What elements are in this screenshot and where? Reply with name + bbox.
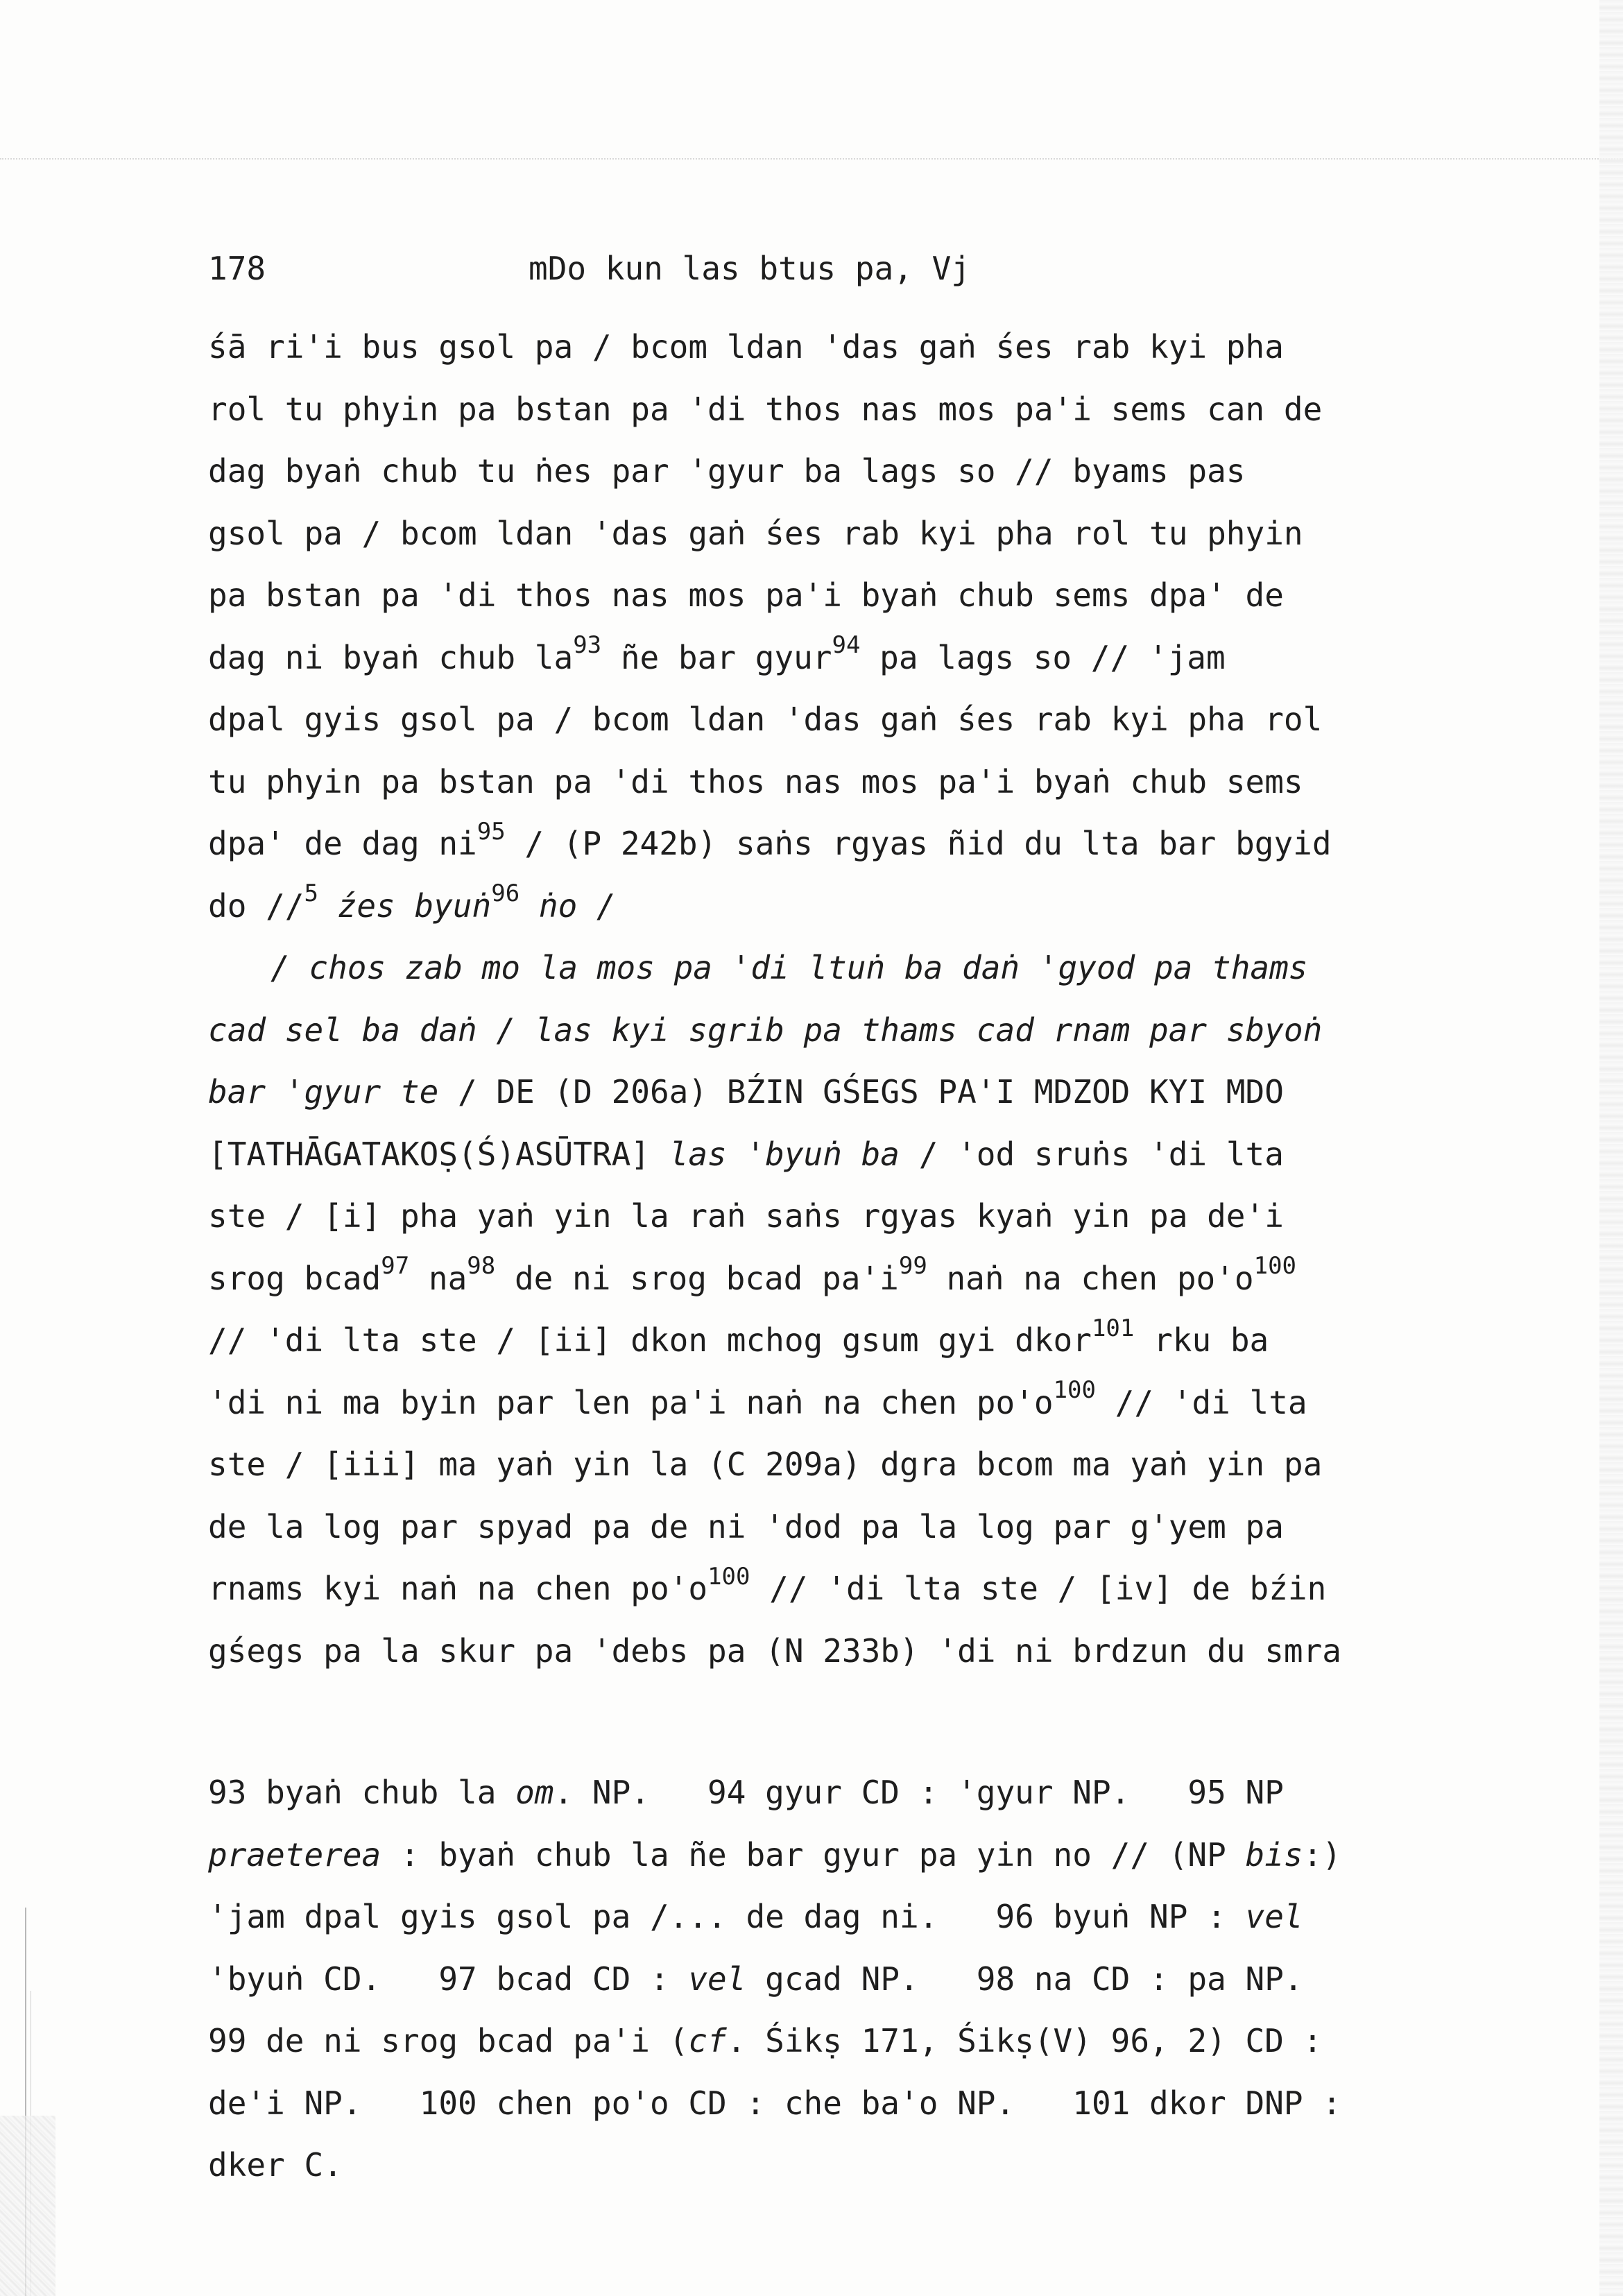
footnote-ref: 5 [304, 880, 318, 908]
text-line [208, 440, 1470, 503]
text-run: / DE (D 206a) BŹIN GŚEGS PA'I MDZOD KYI MDO [438, 1073, 1284, 1111]
scan-edge-right [1599, 0, 1623, 2296]
text-line [208, 627, 1470, 689]
footnote-ref: 93 [573, 631, 602, 660]
text-run: 99 de ni srog bcad pa'i ( [208, 2022, 689, 2059]
footnote-line [208, 2134, 1470, 2197]
text-line [208, 875, 1470, 938]
footnote-line [208, 1886, 1470, 1948]
text-run: . Śikṣ 171, Śikṣ(V) 96, 2) CD : [726, 2022, 1323, 2059]
text-run: gsol pa / bcom ldan 'das gaṅ śes rab kyi pha rol tu phyin [208, 514, 1303, 552]
text-run: ñe bar gyur [601, 638, 832, 676]
text-run [519, 887, 539, 925]
text-line [208, 1372, 1470, 1434]
text-line [208, 503, 1470, 565]
text-run: :) [1303, 1835, 1341, 1874]
italic-text: ṅo / [538, 886, 616, 925]
text-run: naṅ na chen po'o [927, 1259, 1254, 1297]
text-line [208, 1061, 1470, 1124]
text-run: na [409, 1259, 467, 1297]
text-line [208, 379, 1470, 441]
footnote-ref: 95 [476, 817, 506, 846]
italic-text: vel [688, 1960, 746, 1998]
text-line [208, 1000, 1470, 1062]
text-run: dpal gyis gsol pa / bcom ldan 'das gaṅ śes rab kyi pha rol [208, 701, 1323, 738]
text-line [208, 937, 1470, 1000]
italic-text: vel [1245, 1898, 1303, 1935]
text-line [208, 689, 1470, 751]
footnote-line [208, 2010, 1470, 2073]
footnote-ref: 94 [832, 631, 861, 660]
text-line [208, 1434, 1470, 1496]
text-run: rol tu phyin pa bstan pa 'di thos nas mos pa'i sems can de [208, 390, 1323, 428]
text-run: [TATHĀGATAKOṢ(Ś)ASŪTRA] [208, 1135, 669, 1173]
text-run: ste / [iii] ma yaṅ yin la (C 209a) dgra bcom ma yaṅ yin pa [208, 1446, 1323, 1483]
text-run: : byaṅ chub la ñe bar gyur pa yin no // (NP [381, 1835, 1246, 1874]
text-run: de ni srog bcad pa'i [495, 1259, 899, 1297]
footnote-ref: 97 [381, 1252, 410, 1280]
footnote-ref: 96 [491, 880, 520, 908]
footnote-ref: 100 [707, 1562, 750, 1591]
text-run: do // [208, 886, 304, 925]
main-text-block [208, 316, 1470, 1682]
footnote-line [208, 1762, 1470, 1824]
footnote-ref: 101 [1091, 1314, 1135, 1342]
italic-text: om [515, 1774, 554, 1811]
binding-edge-left [0, 1908, 55, 2296]
text-line [208, 751, 1470, 814]
italic-text: bis [1245, 1835, 1303, 1874]
text-line [208, 565, 1470, 627]
text-run: pa bstan pa 'di thos nas mos pa'i byaṅ chub sems dpa' de [208, 576, 1284, 614]
text-line [208, 813, 1470, 875]
text-line [208, 1620, 1470, 1683]
text-run: de'i NP. 100 chen po'o CD : che ba'o NP. 101 dkor DNP : [208, 2084, 1341, 2122]
footnote-ref: 98 [467, 1252, 496, 1280]
italic-text: las 'byuṅ ba [669, 1135, 900, 1173]
running-head: mDo kun las btus pa, Vj [529, 250, 970, 287]
text-run: pa lags so // 'jam [860, 638, 1226, 676]
text-run: 93 byaṅ chub la [208, 1774, 516, 1811]
scan-artifact-line [0, 158, 1623, 160]
text-run: dpa' de dag ni [208, 825, 477, 862]
page-header [208, 244, 1457, 293]
italic-text: / chos zab mo la mos pa 'di ltuṅ ba daṅ 'gyod pa thams [270, 949, 1308, 986]
text-run: // 'di lta ste / [ii] dkon mchog gsum gyi dkor [208, 1321, 1092, 1359]
text-run: śā ri'i bus gsol pa / bcom ldan 'das gaṅ śes rab kyi pha [208, 328, 1284, 366]
footnotes-block [208, 1762, 1470, 2197]
text-run: dag byaṅ chub tu ṅes par 'gyur ba lags so // byams pas [208, 452, 1246, 490]
text-run: dker C. [208, 2146, 343, 2184]
text-line [208, 316, 1470, 379]
italic-text: cad sel ba daṅ / las kyi sgrib pa thams cad rnam par sbyoṅ [208, 1011, 1323, 1049]
text-run [318, 887, 338, 925]
text-run: rku ba [1134, 1321, 1269, 1359]
text-run: tu phyin pa bstan pa 'di thos nas mos pa'i byaṅ chub sems [208, 762, 1303, 800]
text-run: . NP. 94 gyur CD : 'gyur NP. 95 NP [553, 1774, 1284, 1811]
text-run: gcad NP. 98 na CD : pa NP. [746, 1960, 1303, 1998]
text-run: 'jam dpal gyis gsol pa /... de dag ni. 96 byuṅ NP : [208, 1898, 1246, 1935]
footnote-line [208, 2073, 1470, 2135]
italic-text: źes byuṅ [337, 886, 492, 925]
text-line [208, 1248, 1470, 1310]
footnote-ref: 100 [1253, 1252, 1297, 1280]
page-number: 178 [208, 250, 266, 287]
italic-text: praeterea [208, 1835, 381, 1874]
text-run: de la log par spyad pa de ni 'dod pa la log par g'yem pa [208, 1507, 1284, 1545]
text-run: 'di ni ma byin par len pa'i naṅ na chen po'o [208, 1383, 1054, 1421]
footnote-ref: 100 [1053, 1376, 1096, 1405]
text-run: srog bcad [208, 1259, 381, 1297]
text-run: // 'di lta [1095, 1383, 1307, 1421]
text-run: rnams kyi naṅ na chen po'o [208, 1570, 708, 1607]
text-line [208, 1124, 1470, 1186]
footnote-line [208, 1948, 1470, 2011]
text-run: dag ni byaṅ chub la [208, 638, 574, 676]
text-run: / 'od sruṅs 'di lta [900, 1135, 1284, 1173]
text-run: gśegs pa la skur pa 'debs pa (N 233b) 'di ni brdzun du smra [208, 1631, 1341, 1670]
italic-text: cf [688, 2022, 727, 2059]
text-line [208, 1496, 1470, 1559]
footnote-line [208, 1824, 1470, 1887]
text-run: / (P 242b) saṅs rgyas ñid du lta bar bgyid [505, 825, 1332, 862]
footnote-ref: 99 [898, 1252, 927, 1280]
text-run: 'byuṅ CD. 97 bcad CD : [208, 1960, 689, 1998]
binding-grain [0, 2116, 55, 2296]
italic-text: bar 'gyur te [208, 1073, 439, 1111]
text-line [208, 1185, 1470, 1248]
text-line [208, 1558, 1470, 1620]
text-run: ste / [i] pha yaṅ yin la raṅ saṅs rgyas kyaṅ yin pa de'i [208, 1197, 1284, 1235]
text-run: // 'di lta ste / [iv] de bźin [750, 1570, 1327, 1607]
text-line [208, 1310, 1470, 1372]
